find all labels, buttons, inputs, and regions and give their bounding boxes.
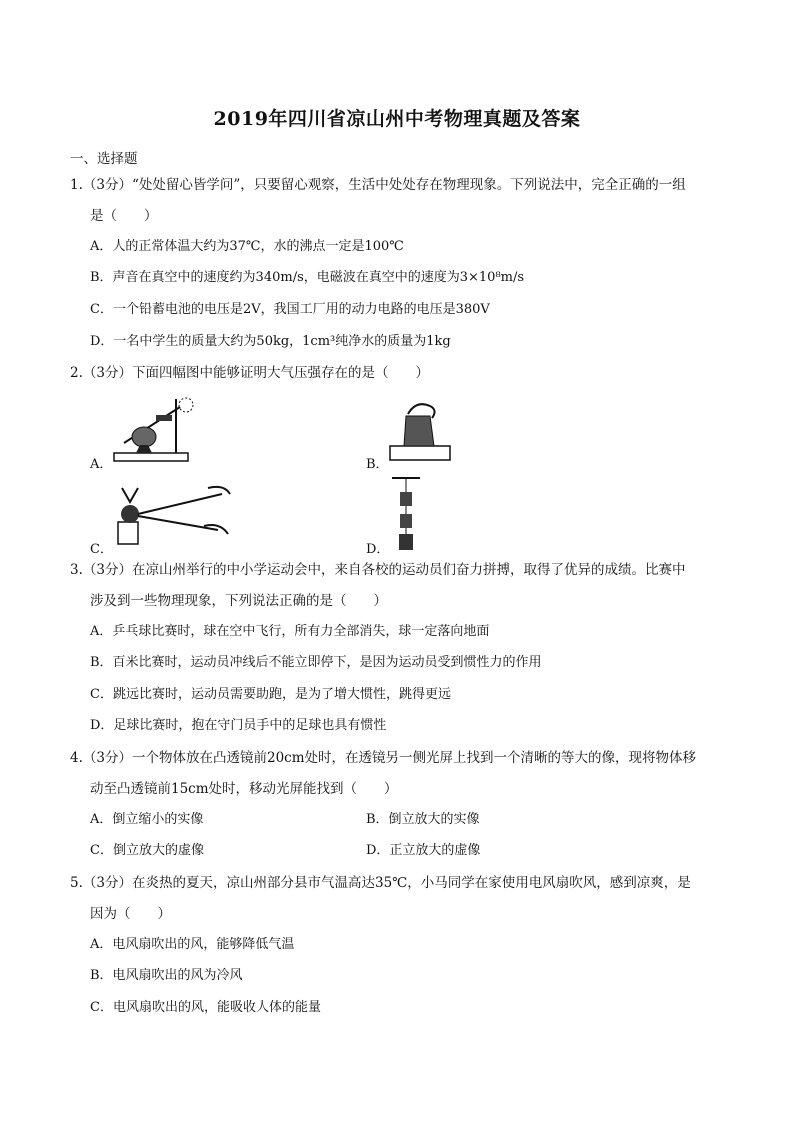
question-5-stem-line-2: 因为（ ） [90,906,171,922]
question-number: 4. [70,750,83,766]
question-5-option-c: C．电风扇吹出的风，能吸收人体的能量 [90,1000,321,1015]
question-1-option-b: B．声音在真空中的速度约为340m/s，电磁波在真空中的速度为3×10⁸m/s [90,270,525,285]
question-number: 3. [70,562,83,578]
question-3-option-d: D．足球比赛时，抱在守门员手中的足球也具有惯性 [90,718,387,733]
question-4-stem-line-1: 4.（3分）一个物体放在凸透镜前20cm处时，在透镜另一侧光屏上找到一个清晰的等大的像，现将物体移 [70,750,697,766]
figure-a-flask-heating [110,393,200,465]
question-number: 1. [70,177,83,193]
figure-d-hanging-weights [386,474,426,554]
question-1-option-a: A．人的正常体温大约为37℃，水的沸点一定是100℃ [90,239,404,254]
question-5-option-a: A．电风扇吹出的风，能够降低气温 [90,937,295,952]
question-3-stem-line-2: 涉及到一些物理现象，下列说法正确的是（ ） [90,593,387,609]
figure-b-container [386,400,456,464]
figure-label-d: D． [366,542,390,557]
question-number: 2. [70,365,83,381]
question-1-option-d: D．一名中学生的质量大约为50kg，1cm³纯净水的质量为1kg [90,334,451,349]
question-4-option-c: C．倒立放大的虚像 [90,843,204,858]
question-1-option-c: C．一个铅蓄电池的电压是2V，我国工厂用的动力电路的电压是380V [90,302,490,317]
section-heading: 一、选择题 [70,151,138,167]
question-3-option-c: C．跳远比赛时，运动员需要助跑，是为了增大惯性，跳得更远 [90,687,451,702]
question-4-option-a: A．倒立缩小的实像 [90,812,204,827]
question-5-stem-line-1: 5.（3分）在炎热的夏天，凉山州部分县市气温高达35℃，小马同学在家使用电风扇吹风，感到凉爽，是 [70,875,691,891]
question-3-stem-line-1: 3.（3分）在凉山州举行的中小学运动会中，来自各校的运动员们奋力拼搏，取得了优异的成绩。比赛中 [70,562,686,578]
question-4-option-b: B．倒立放大的实像 [366,812,480,827]
figure-label-c: C． [90,542,113,557]
question-2-stem: 2.（3分）下面四幅图中能够证明大气压强存在的是（ ） [70,365,429,381]
question-1-stem-line-2: 是（ ） [90,208,158,224]
question-4-stem-line-2: 动至凸透镜前15cm处时，移动光屏能找到（ ） [90,781,398,797]
question-number: 5. [70,875,83,891]
figure-label-a: A． [90,457,113,472]
figure-c-hemispheres [112,478,236,550]
question-5-option-b: B．电风扇吹出的风为冷风 [90,968,243,983]
question-3-option-b: B．百米比赛时，运动员冲线后不能立即停下，是因为运动员受到惯性力的作用 [90,655,542,670]
question-1-stem-line-1: 1.（3分）“处处留心皆学问”，只要留心观察，生活中处处存在物理现象。下列说法中，完全正确的一组 [70,177,686,193]
page-title: 2019年四川省凉山州中考物理真题及答案 [213,108,581,130]
question-4-option-d: D．正立放大的虚像 [366,843,481,858]
figure-label-b: B． [366,457,389,472]
question-3-option-a: A．乒乓球比赛时，球在空中飞行，所有力全部消失，球一定落向地面 [90,624,490,639]
